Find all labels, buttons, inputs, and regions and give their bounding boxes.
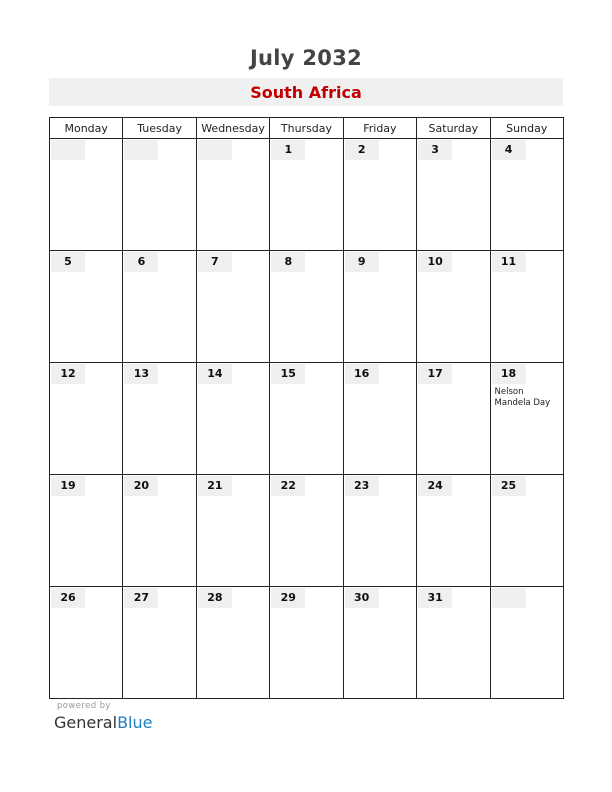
day-number: 23 bbox=[345, 476, 379, 496]
holiday-label: Nelson Mandela Day bbox=[494, 387, 551, 408]
day-cell[interactable] bbox=[270, 475, 343, 587]
day-cell[interactable] bbox=[417, 475, 490, 587]
day-cell[interactable] bbox=[270, 363, 343, 475]
day-number: 28 bbox=[198, 588, 232, 608]
day-cell[interactable] bbox=[270, 139, 343, 251]
day-number bbox=[198, 140, 232, 160]
day-cell[interactable] bbox=[343, 251, 416, 363]
day-cell[interactable] bbox=[490, 251, 563, 363]
week-row bbox=[50, 475, 564, 587]
day-number: 18 bbox=[492, 364, 526, 384]
day-number bbox=[124, 140, 158, 160]
day-number: 15 bbox=[271, 364, 305, 384]
day-number: 20 bbox=[124, 476, 158, 496]
day-cell[interactable] bbox=[343, 363, 416, 475]
generalblue-logo[interactable] bbox=[54, 713, 152, 732]
day-number: 13 bbox=[124, 364, 158, 384]
day-number: 25 bbox=[492, 476, 526, 496]
day-cell[interactable] bbox=[490, 139, 563, 251]
day-cell[interactable] bbox=[270, 251, 343, 363]
day-number: 17 bbox=[418, 364, 452, 384]
calendar-body bbox=[50, 139, 564, 699]
day-number: 10 bbox=[418, 252, 452, 272]
day-cell[interactable] bbox=[417, 139, 490, 251]
day-cell[interactable] bbox=[343, 139, 416, 251]
day-number: 31 bbox=[418, 588, 452, 608]
day-cell[interactable] bbox=[196, 587, 269, 699]
day-number: 27 bbox=[124, 588, 158, 608]
day-cell[interactable] bbox=[50, 363, 123, 475]
day-cell[interactable] bbox=[50, 475, 123, 587]
day-cell[interactable] bbox=[196, 251, 269, 363]
day-number: 19 bbox=[51, 476, 85, 496]
week-row bbox=[50, 139, 564, 251]
day-number: 3 bbox=[418, 140, 452, 160]
day-cell[interactable] bbox=[490, 363, 563, 475]
day-cell[interactable] bbox=[417, 363, 490, 475]
weekday-header: Wednesday bbox=[196, 118, 269, 139]
weekday-header: Tuesday bbox=[123, 118, 196, 139]
day-cell[interactable] bbox=[123, 475, 196, 587]
day-number: 14 bbox=[198, 364, 232, 384]
day-number: 4 bbox=[492, 140, 526, 160]
weekday-header: Sunday bbox=[490, 118, 563, 139]
day-number: 5 bbox=[51, 252, 85, 272]
country-name: South Africa bbox=[250, 83, 362, 102]
day-number: 9 bbox=[345, 252, 379, 272]
day-number bbox=[51, 140, 85, 160]
weekday-header: Saturday bbox=[417, 118, 490, 139]
day-number: 12 bbox=[51, 364, 85, 384]
calendar-title: July 2032 bbox=[249, 46, 363, 70]
day-cell[interactable] bbox=[196, 363, 269, 475]
day-cell[interactable] bbox=[196, 139, 269, 251]
day-cell[interactable] bbox=[123, 139, 196, 251]
weekday-header: Friday bbox=[343, 118, 416, 139]
weekday-header: Monday bbox=[50, 118, 123, 139]
day-cell[interactable] bbox=[50, 587, 123, 699]
day-cell[interactable] bbox=[50, 139, 123, 251]
day-number: 11 bbox=[492, 252, 526, 272]
day-number: 2 bbox=[345, 140, 379, 160]
day-number: 30 bbox=[345, 588, 379, 608]
day-cell[interactable] bbox=[123, 251, 196, 363]
week-row bbox=[50, 363, 564, 475]
day-number: 1 bbox=[271, 140, 305, 160]
day-cell[interactable] bbox=[196, 475, 269, 587]
week-row bbox=[50, 587, 564, 699]
day-cell[interactable] bbox=[270, 587, 343, 699]
day-cell[interactable] bbox=[343, 587, 416, 699]
day-cell[interactable] bbox=[50, 251, 123, 363]
day-cell[interactable] bbox=[417, 251, 490, 363]
powered-by-text: powered by bbox=[57, 701, 111, 711]
day-number: 21 bbox=[198, 476, 232, 496]
day-number: 6 bbox=[124, 252, 158, 272]
day-number: 16 bbox=[345, 364, 379, 384]
day-cell[interactable] bbox=[343, 475, 416, 587]
day-number: 29 bbox=[271, 588, 305, 608]
day-number: 8 bbox=[271, 252, 305, 272]
brand-blue: Blue bbox=[117, 713, 153, 732]
weekday-header: Thursday bbox=[270, 118, 343, 139]
day-cell[interactable] bbox=[123, 363, 196, 475]
week-row bbox=[50, 251, 564, 363]
day-number: 7 bbox=[198, 252, 232, 272]
country-bar bbox=[49, 78, 563, 106]
day-number: 22 bbox=[271, 476, 305, 496]
calendar-grid bbox=[49, 117, 564, 699]
day-cell[interactable] bbox=[123, 587, 196, 699]
day-cell[interactable] bbox=[490, 475, 563, 587]
brand-general: General bbox=[54, 713, 118, 732]
day-number: 24 bbox=[418, 476, 452, 496]
day-number bbox=[492, 588, 526, 608]
day-cell[interactable] bbox=[417, 587, 490, 699]
day-number: 26 bbox=[51, 588, 85, 608]
weekday-header-row bbox=[50, 118, 564, 139]
day-cell[interactable] bbox=[490, 587, 563, 699]
